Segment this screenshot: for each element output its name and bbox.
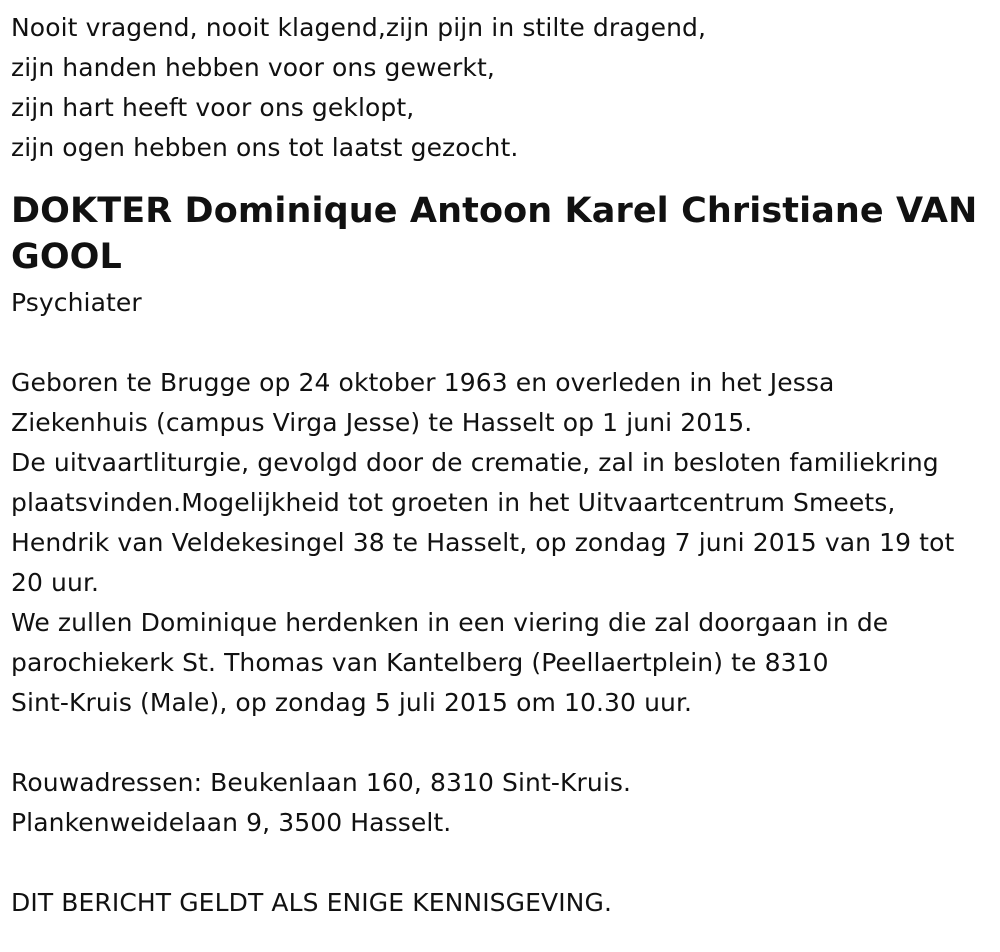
name-line: GOOL [11,237,122,277]
profession: Psychiater [11,288,142,317]
body-line: plaatsvinden.Mogelijkheid tot groeten in het Uitvaartcentrum Smeets, [11,488,896,517]
body-line: De uitvaartliturgie, gevolgd door de crematie, zal in besloten familiekring [11,448,939,477]
body-line: parochiekerk St. Thomas van Kantelberg (Peellaertplein) te 8310 [11,648,829,677]
body-line: Sint-Kruis (Male), op zondag 5 juli 2015 om 10.30 uur. [11,688,693,717]
address-line: Rouwadressen: Beukenlaan 160, 8310 Sint-Kruis. [11,768,632,797]
deceased-name [11,188,995,280]
obituary-body [11,363,995,723]
obituary-notice [11,8,995,923]
address-line: Plankenweidelaan 9, 3500 Hasselt. [11,808,452,837]
sole-notice-statement: DIT BERICHT GELDT ALS ENIGE KENNISGEVING. [11,888,612,917]
body-line: 20 uur. [11,568,100,597]
body-line: Ziekenhuis (campus Virga Jesse) te Hasselt op 1 juni 2015. [11,408,753,437]
poem-line: zijn hart heeft voor ons geklopt, [11,93,415,122]
poem-line: zijn ogen hebben ons tot laatst gezocht. [11,133,519,162]
name-line: DOKTER Dominique Antoon Karel Christiane VAN [11,191,978,231]
body-line: We zullen Dominique herdenken in een viering die zal doorgaan in de [11,608,889,637]
spacer [11,723,995,763]
spacer [11,323,995,363]
body-line: Hendrik van Veldekesingel 38 te Hasselt, op zondag 7 juni 2015 van 19 tot [11,528,955,557]
body-line: Geboren te Brugge op 24 oktober 1963 en overleden in het Jessa [11,368,835,397]
poem-line: zijn handen hebben voor ons gewerkt, [11,53,495,82]
memorial-poem [11,8,995,168]
spacer [11,843,995,883]
mourning-addresses [11,763,995,843]
poem-line: Nooit vragend, nooit klagend,zijn pijn in stilte dragend, [11,13,707,42]
